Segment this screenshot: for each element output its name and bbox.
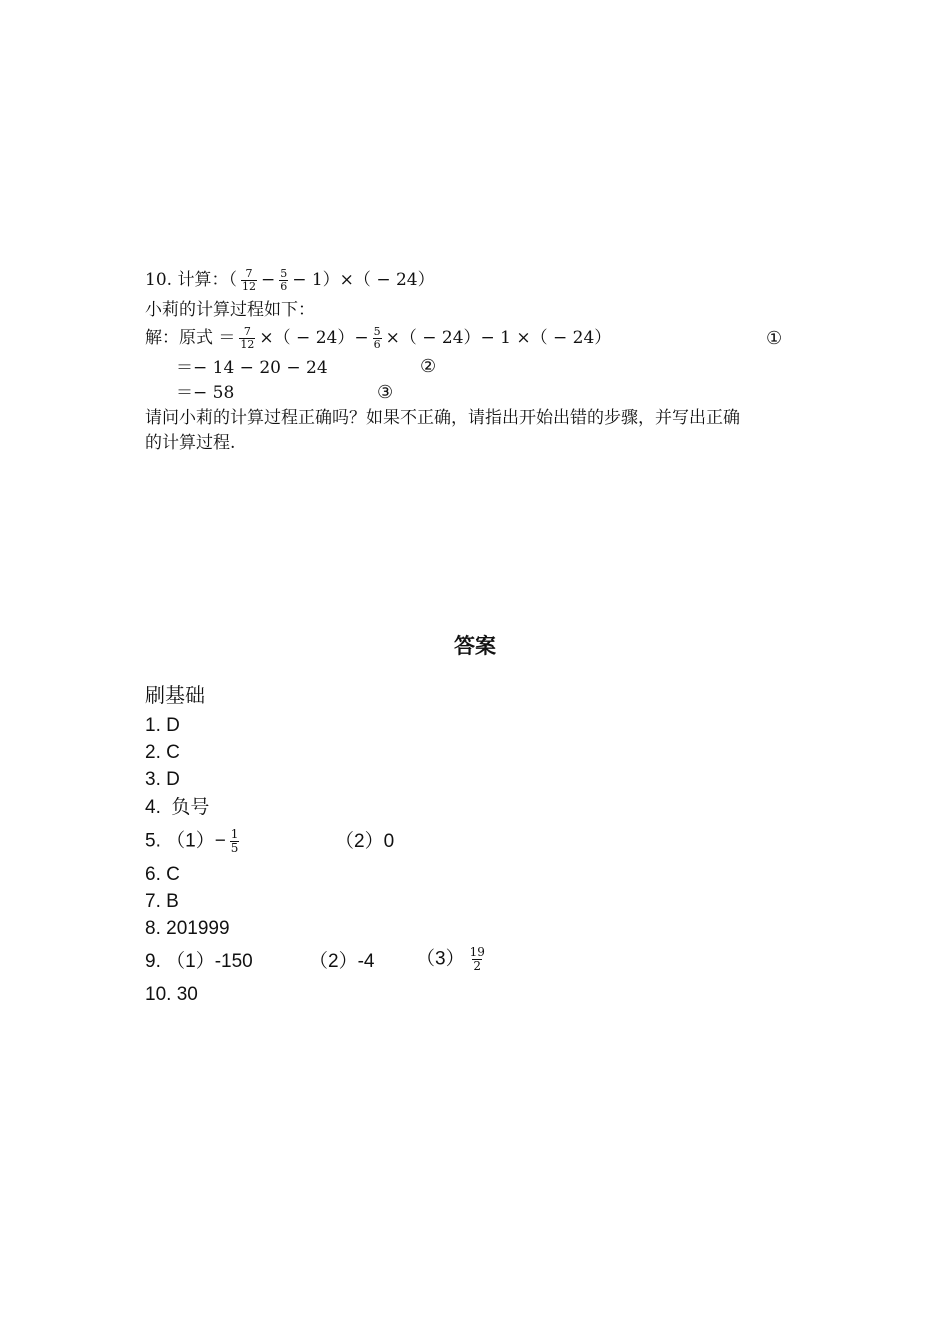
answer-9-part-1: 9. （1）-150	[145, 951, 253, 972]
answer-8: 8. 201999	[145, 918, 230, 939]
solution-line-2: ＝− 14 − 20 − 24	[176, 358, 328, 378]
answer-4	[145, 795, 209, 820]
answer-5	[145, 828, 243, 855]
question-line	[145, 268, 435, 293]
answers-title: 答案	[454, 634, 496, 658]
step-1-mark: ①	[766, 328, 783, 349]
answer-5-part-2: （2）0	[335, 831, 395, 852]
answer-4-text: 负号	[171, 796, 210, 818]
answer-5-fraction: $\frac{1}{5}$	[230, 827, 239, 855]
answer-3: 3. D	[145, 769, 180, 790]
solution-mid-2: ×（ − 24）− 1 ×（ − 24）	[385, 328, 612, 348]
answer-1: 1. D	[145, 715, 180, 736]
answer-9-fraction: $\frac{19}{2}$	[469, 945, 485, 973]
solution-prefix: 解：原式 ＝	[145, 328, 236, 348]
solution-fraction-7-12: $\frac{7}{12}$	[240, 325, 255, 351]
fraction-7-12: $\frac{7}{12}$	[241, 267, 256, 293]
answer-9-part-3-label: （3）	[416, 948, 465, 970]
answer-4-number: 4.	[145, 797, 161, 818]
step-3-mark: ③	[377, 382, 394, 403]
answer-6: 6. C	[145, 864, 180, 885]
solution-line-1	[145, 326, 611, 351]
question-prefix: 10. 计算：（	[145, 270, 237, 290]
answer-5-prefix: 5. （1）−	[145, 830, 226, 852]
solution-fraction-5-6: $\frac{5}{6}$	[373, 325, 381, 351]
solution-mid-1: ×（ − 24）−	[259, 328, 369, 348]
answer-7: 7. B	[145, 891, 179, 912]
step-2-mark: ②	[420, 356, 437, 377]
minus-sign: −	[260, 270, 276, 290]
intro-line: 小莉的计算过程如下：	[145, 300, 315, 320]
answer-9-part-3	[416, 946, 490, 973]
answer-10: 10. 30	[145, 984, 198, 1005]
solution-line-3: ＝− 58	[176, 383, 235, 403]
answer-2: 2. C	[145, 742, 180, 763]
prompt-line-2: 的计算过程.	[145, 433, 236, 453]
question-rest: − 1）×（ − 24）	[292, 270, 435, 290]
section-heading: 刷基础	[145, 685, 205, 707]
fraction-5-6: $\frac{5}{6}$	[280, 267, 288, 293]
answer-9-part-2: （2）-4	[309, 951, 375, 972]
prompt-line-1: 请问小莉的计算过程正确吗？如果不正确，请指出开始出错的步骤，并写出正确	[145, 408, 740, 428]
